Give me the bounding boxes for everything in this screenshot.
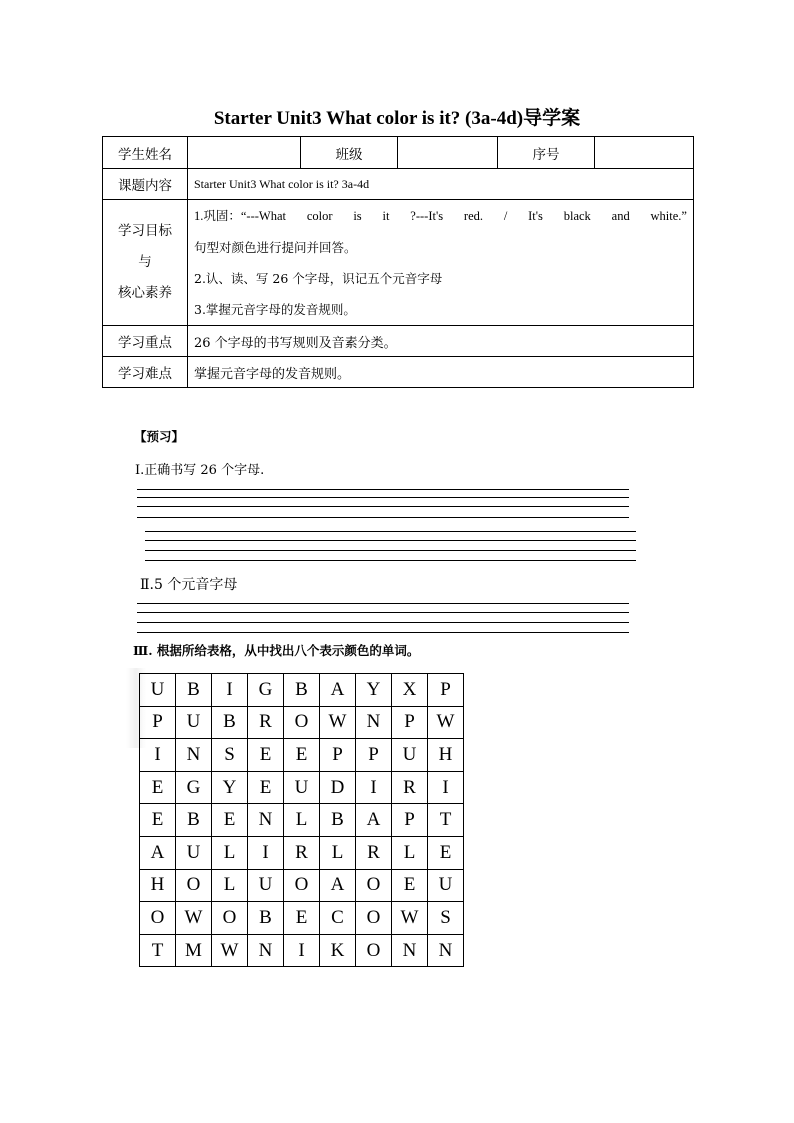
- objectives-value: [188, 200, 694, 326]
- key-label: 学习重点: [103, 326, 188, 357]
- grid-cell[interactable]: R: [356, 836, 392, 869]
- grid-cell[interactable]: E: [140, 804, 176, 837]
- writing-line: [137, 603, 629, 604]
- writing-line: [145, 531, 636, 532]
- grid-cell[interactable]: I: [248, 836, 284, 869]
- grid-cell[interactable]: I: [428, 771, 464, 804]
- grid-cell[interactable]: L: [212, 836, 248, 869]
- grid-cell[interactable]: H: [140, 869, 176, 902]
- grid-cell[interactable]: S: [428, 902, 464, 935]
- grid-cell[interactable]: E: [248, 739, 284, 772]
- objective-3: 3.掌握元音字母的发音规则。: [194, 301, 356, 317]
- info-row-objectives: [103, 200, 694, 326]
- objective-1-word: and: [611, 208, 630, 223]
- info-row-difficulty: [103, 357, 694, 388]
- grid-cell[interactable]: E: [248, 771, 284, 804]
- grid-cell[interactable]: O: [356, 934, 392, 967]
- writing-line: [137, 497, 629, 498]
- grid-cell[interactable]: L: [212, 869, 248, 902]
- writing-line: [137, 489, 629, 490]
- objective-1-word: is: [353, 208, 362, 223]
- writing-line: [137, 632, 629, 633]
- grid-cell[interactable]: L: [284, 804, 320, 837]
- grid-cell[interactable]: U: [284, 771, 320, 804]
- objective-1-word: It's: [528, 208, 543, 223]
- class-cell[interactable]: [398, 137, 498, 169]
- class-label: 班级: [301, 137, 398, 169]
- grid-cell[interactable]: R: [248, 706, 284, 739]
- grid-cell[interactable]: P: [392, 706, 428, 739]
- writing-line: [145, 540, 636, 541]
- grid-cell[interactable]: N: [392, 934, 428, 967]
- grid-cell[interactable]: O: [140, 902, 176, 935]
- grid-cell[interactable]: W: [392, 902, 428, 935]
- grid-cell[interactable]: B: [320, 804, 356, 837]
- objective-1-word: ?---It's: [410, 208, 444, 223]
- objective-2: 2.认、读、写 26 个字母，识记五个元音字母: [194, 270, 443, 286]
- grid-cell[interactable]: L: [392, 836, 428, 869]
- topic-label: 课题内容: [103, 169, 188, 200]
- info-row-name: [103, 137, 694, 169]
- grid-cell[interactable]: E: [284, 739, 320, 772]
- grid-cell[interactable]: Y: [356, 674, 392, 707]
- objective-1-cont: 句型对颜色进行提问并回答。: [194, 239, 357, 255]
- grid-cell[interactable]: H: [428, 739, 464, 772]
- grid-cell[interactable]: W: [176, 902, 212, 935]
- grid-cell[interactable]: R: [392, 771, 428, 804]
- grid-row: [140, 674, 464, 707]
- name-cell[interactable]: [188, 137, 301, 169]
- grid-row: [140, 836, 464, 869]
- grid-cell[interactable]: X: [392, 674, 428, 707]
- grid-cell[interactable]: D: [320, 771, 356, 804]
- objectives-label-3: 核心素养: [118, 285, 172, 301]
- grid-cell[interactable]: A: [356, 804, 392, 837]
- seat-cell[interactable]: [595, 137, 694, 169]
- grid-cell[interactable]: G: [176, 771, 212, 804]
- grid-cell[interactable]: T: [140, 934, 176, 967]
- grid-cell[interactable]: C: [320, 902, 356, 935]
- grid-row: [140, 869, 464, 902]
- info-row-topic: [103, 169, 694, 200]
- writing-line: [145, 560, 636, 561]
- grid-row: [140, 902, 464, 935]
- grid-cell[interactable]: E: [140, 771, 176, 804]
- page-title: Starter Unit3 What color is it? (3a-4d)导学案: [213, 108, 581, 129]
- writing-line: [137, 612, 629, 613]
- grid-cell[interactable]: I: [356, 771, 392, 804]
- writing-line: [145, 550, 636, 551]
- objective-1-word: 1.巩固：“---What: [194, 208, 286, 223]
- grid-cell[interactable]: U: [248, 869, 284, 902]
- grid-row: [140, 771, 464, 804]
- grid-cell[interactable]: O: [356, 902, 392, 935]
- grid-cell[interactable]: O: [284, 869, 320, 902]
- objective-1-line: [194, 201, 687, 232]
- grid-cell[interactable]: K: [320, 934, 356, 967]
- grid-cell[interactable]: P: [140, 706, 176, 739]
- grid-cell[interactable]: O: [284, 706, 320, 739]
- topic-value: Starter Unit3 What color is it? 3a-4d: [188, 169, 694, 200]
- grid-cell[interactable]: G: [248, 674, 284, 707]
- grid-cell[interactable]: Y: [212, 771, 248, 804]
- question-2: Ⅱ.5 个元音字母: [140, 577, 238, 593]
- grid-cell[interactable]: O: [212, 902, 248, 935]
- writing-line: [137, 517, 629, 518]
- grid-row: [140, 739, 464, 772]
- grid-cell[interactable]: E: [428, 836, 464, 869]
- grid-cell[interactable]: U: [176, 836, 212, 869]
- grid-cell[interactable]: I: [140, 739, 176, 772]
- grid-cell[interactable]: E: [284, 902, 320, 935]
- writing-line: [137, 622, 629, 623]
- grid-cell[interactable]: L: [320, 836, 356, 869]
- grid-cell[interactable]: N: [428, 934, 464, 967]
- grid-cell[interactable]: U: [176, 706, 212, 739]
- grid-cell[interactable]: B: [176, 674, 212, 707]
- objective-1-word: it: [382, 208, 390, 223]
- grid-cell[interactable]: B: [248, 902, 284, 935]
- grid-cell[interactable]: E: [212, 804, 248, 837]
- preview-heading: 【预习】: [134, 429, 185, 444]
- grid-cell[interactable]: I: [284, 934, 320, 967]
- grid-cell[interactable]: N: [176, 739, 212, 772]
- grid-cell[interactable]: T: [428, 804, 464, 837]
- objective-1-word: white.”: [650, 208, 687, 223]
- difficulty-label: 学习难点: [103, 357, 188, 388]
- grid-cell[interactable]: U: [140, 674, 176, 707]
- question-1: Ⅰ.正确书写 26 个字母.: [135, 463, 265, 478]
- grid-cell[interactable]: B: [212, 706, 248, 739]
- grid-cell[interactable]: N: [248, 804, 284, 837]
- objective-1-word: black: [563, 208, 591, 223]
- grid-cell[interactable]: A: [320, 674, 356, 707]
- seat-label: 序号: [498, 137, 595, 169]
- grid-cell[interactable]: P: [428, 674, 464, 707]
- grid-cell[interactable]: U: [392, 739, 428, 772]
- objectives-label-2: 与: [138, 254, 152, 270]
- grid-row: [140, 706, 464, 739]
- name-label: 学生姓名: [103, 137, 188, 169]
- grid-cell[interactable]: S: [212, 739, 248, 772]
- difficulty-value: 掌握元音字母的发音规则。: [188, 357, 694, 388]
- grid-cell[interactable]: M: [176, 934, 212, 967]
- grid-cell[interactable]: N: [356, 706, 392, 739]
- grid-cell[interactable]: E: [392, 869, 428, 902]
- objective-1-word: red.: [463, 208, 483, 223]
- info-row-key: [103, 326, 694, 357]
- question-3: Ⅲ. 根据所给表格，从中找出八个表示颜色的单词。: [133, 643, 420, 658]
- grid-cell[interactable]: P: [392, 804, 428, 837]
- grid-cell[interactable]: N: [248, 934, 284, 967]
- grid-cell[interactable]: U: [428, 869, 464, 902]
- grid-cell[interactable]: B: [176, 804, 212, 837]
- info-table: [102, 136, 694, 388]
- objectives-label: [103, 200, 188, 326]
- grid-cell[interactable]: A: [140, 836, 176, 869]
- objective-1-word: color: [306, 208, 333, 223]
- letter-grid: [139, 673, 464, 967]
- grid-cell[interactable]: P: [320, 739, 356, 772]
- grid-cell[interactable]: O: [356, 869, 392, 902]
- objectives-label-1: 学习目标: [118, 223, 172, 239]
- grid-cell[interactable]: I: [212, 674, 248, 707]
- grid-cell[interactable]: W: [428, 706, 464, 739]
- objective-1-word: /: [503, 208, 508, 223]
- grid-cell[interactable]: R: [284, 836, 320, 869]
- grid-cell[interactable]: P: [356, 739, 392, 772]
- grid-cell[interactable]: W: [212, 934, 248, 967]
- grid-cell[interactable]: B: [284, 674, 320, 707]
- key-value: 26 个字母的书写规则及音素分类。: [188, 326, 694, 357]
- grid-cell[interactable]: W: [320, 706, 356, 739]
- grid-cell[interactable]: O: [176, 869, 212, 902]
- grid-row: [140, 934, 464, 967]
- grid-row: [140, 804, 464, 837]
- writing-line: [137, 506, 629, 507]
- grid-cell[interactable]: A: [320, 869, 356, 902]
